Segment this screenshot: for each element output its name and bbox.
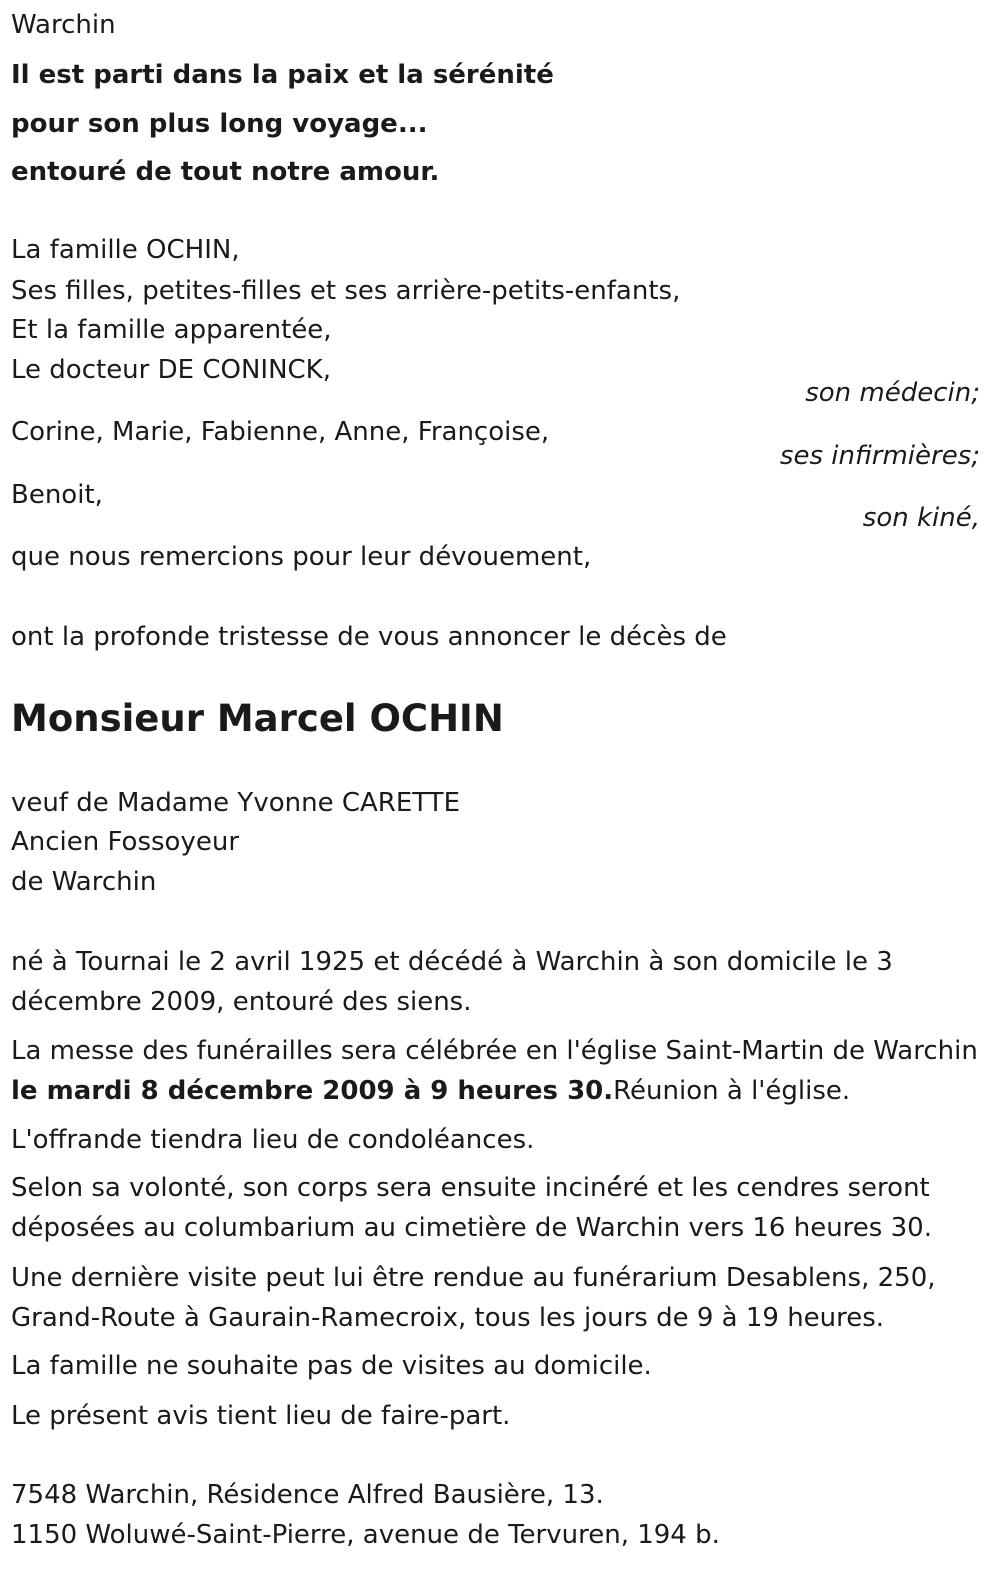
notice-paragraph: Le présent avis tient lieu de faire-part.	[11, 1401, 511, 1431]
detail-widower: veuf de Madame Yvonne CARETTE	[11, 788, 460, 818]
address-line-2: 1150 Woluwé-Saint-Pierre, avenue de Tervuren, 194 b.	[11, 1520, 720, 1550]
address-line-1: 7548 Warchin, Résidence Alfred Bausière, 13.	[11, 1480, 604, 1510]
no-home-visits-paragraph: La famille ne souhaite pas de visites au domicile.	[11, 1351, 652, 1381]
nurses-names: Corine, Marie, Fabienne, Anne, Françoise,	[11, 417, 550, 447]
birth-death-paragraph: né à Tournai le 2 avril 1925 et décédé à Warchin à son domicile le 3 décembre 2009, entouré des siens.	[11, 947, 893, 1017]
funeral-mass-paragraph	[11, 1031, 986, 1111]
offering-paragraph: L'offrande tiendra lieu de condoléances.	[11, 1125, 535, 1155]
physio-role: son kiné,	[862, 503, 980, 533]
thanks-closing: que nous remercions pour leur dévouement,	[11, 542, 592, 572]
family-line-3: Et la famille apparentée,	[11, 315, 332, 345]
place-heading: Warchin	[11, 10, 116, 40]
visit-paragraph: Une dernière visite peut lui être rendue au funérarium Desablens, 250, Grand-Route à Gaurain-Ramecroix, tous les jours de 9 à 19 heures.	[11, 1263, 936, 1333]
intro-line-2: pour son plus long voyage...	[11, 109, 428, 139]
family-line-4: Le docteur DE CONINCK,	[11, 355, 331, 385]
deceased-name: Monsieur Marcel OCHIN	[11, 697, 504, 740]
nurses-role: ses infirmières;	[779, 441, 980, 471]
intro-line-1: Il est parti dans la paix et la sérénité	[11, 60, 554, 90]
mass-gathering: Réunion à l'église.	[613, 1076, 851, 1106]
cremation-paragraph: Selon sa volonté, son corps sera ensuite inciné́ré et les cendres seront déposées au columbarium au cimetière de Warchin vers 16 heures 30.	[11, 1173, 932, 1243]
family-line-2: Ses filles, petites-filles et ses arrière-petits-enfants,	[11, 276, 681, 306]
intro-line-3: entouré de tout notre amour.	[11, 157, 440, 187]
family-line-1: La famille OCHIN,	[11, 235, 240, 265]
mass-date: le mardi 8 décembre 2009 à 9 heures 30.	[11, 1076, 614, 1106]
announcement: ont la profonde tristesse de vous annoncer le décès de	[11, 622, 727, 652]
physio-name: Benoit,	[11, 480, 103, 510]
detail-profession: Ancien Fossoyeur	[11, 827, 240, 857]
doctor-role: son médecin;	[805, 378, 980, 408]
mass-text: La messe des funérailles sera célébrée en l'église Saint-Martin de Warchin	[11, 1036, 978, 1066]
detail-place: de Warchin	[11, 867, 157, 897]
